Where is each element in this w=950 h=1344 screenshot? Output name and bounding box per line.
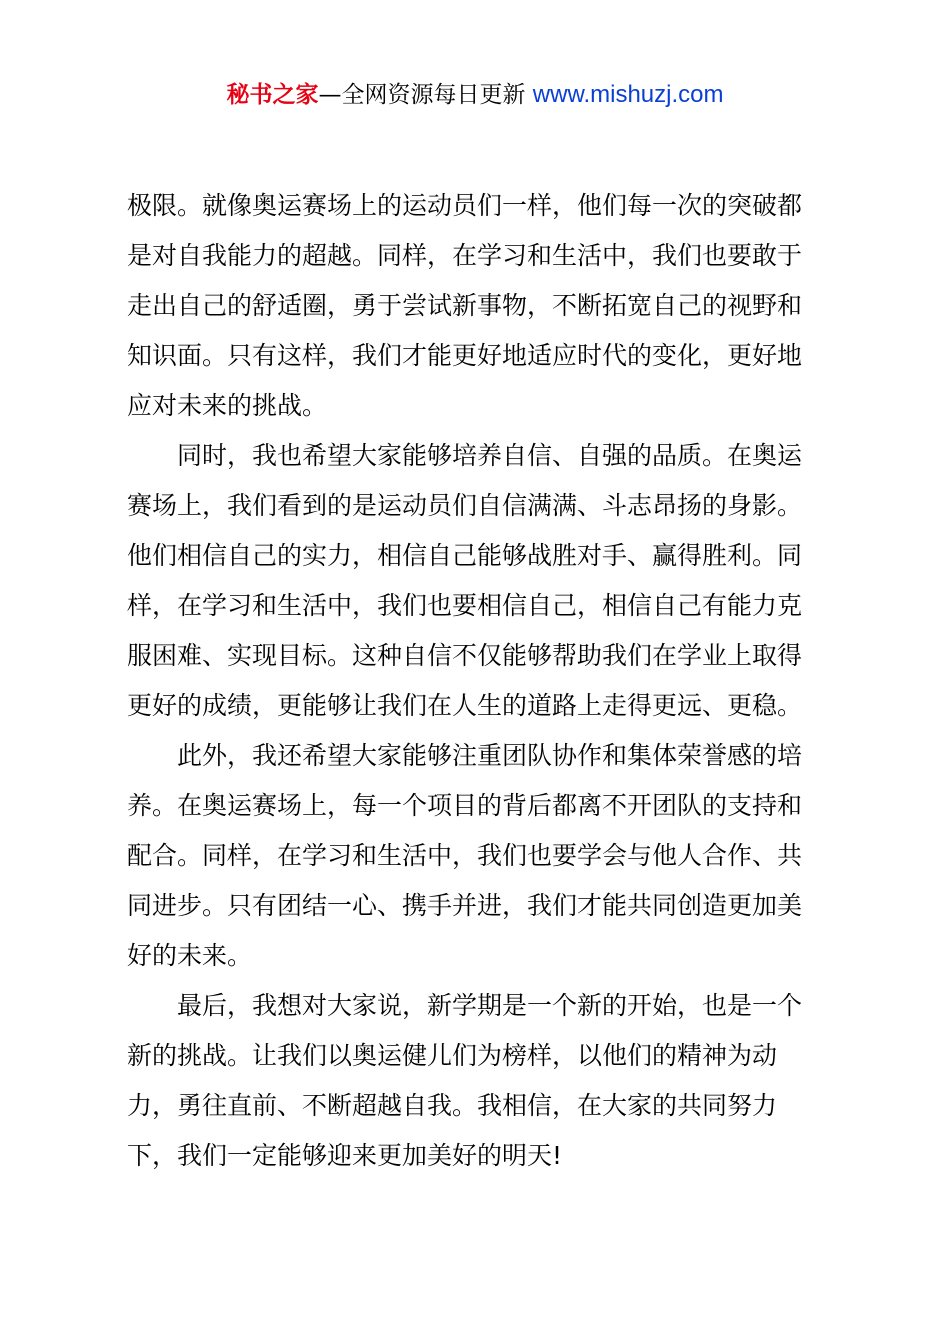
- brand-name: 秘书之家: [226, 82, 319, 108]
- text-line: 样，在学习和生活中，我们也要相信自己，相信自己有能力克: [127, 591, 803, 620]
- text-line: 新的挑战。让我们以奥运健儿们为榜样，以他们的精神为动: [127, 1041, 778, 1070]
- text-line: 是对自我能力的超越。同样，在学习和生活中，我们也要敢于: [127, 241, 803, 270]
- text-line: 服困难、实现目标。这种自信不仅能够帮助我们在学业上取得: [127, 641, 803, 670]
- document-body: [127, 181, 827, 1181]
- text-line: 同进步。只有团结一心、携手并进，我们才能共同创造更加美: [127, 891, 803, 920]
- website-link[interactable]: www.mishuzj.com: [532, 81, 724, 108]
- text-line: 力，勇往直前、不断超越自我。我相信，在大家的共同努力: [127, 1091, 778, 1120]
- text-line: 此外，我还希望大家能够注重团队协作和集体荣誉感的培: [177, 741, 803, 770]
- paragraph-3: [127, 731, 827, 981]
- paragraph-4: [127, 981, 827, 1181]
- text-line: 最后，我想对大家说，新学期是一个新的开始，也是一个: [177, 991, 803, 1020]
- text-line: 养。在奥运赛场上，每一个项目的背后都离不开团队的支持和: [127, 791, 803, 820]
- text-line: 应对未来的挑战。: [127, 391, 328, 420]
- text-line: 他们相信自己的实力，相信自己能够战胜对手、赢得胜利。同: [127, 541, 803, 570]
- text-line: 极限。就像奥运赛场上的运动员们一样，他们每一次的突破都: [127, 191, 803, 220]
- paragraph-1: [127, 181, 827, 431]
- text-line: 更好的成绩，更能够让我们在人生的道路上走得更远、更稳。: [127, 691, 803, 720]
- text-line: 下，我们一定能够迎来更加美好的明天!: [127, 1141, 563, 1170]
- text-line: 走出自己的舒适圈，勇于尝试新事物，不断拓宽自己的视野和: [127, 291, 803, 320]
- text-line: 知识面。只有这样，我们才能更好地适应时代的变化，更好地: [127, 341, 803, 370]
- paragraph-2: [127, 431, 827, 731]
- text-line: 好的未来。: [127, 941, 253, 970]
- header-tagline: —全网资源每日更新: [318, 82, 533, 108]
- page-header: [0, 78, 950, 112]
- text-line: 赛场上，我们看到的是运动员们自信满满、斗志昂扬的身影。: [127, 491, 803, 520]
- text-line: 同时，我也希望大家能够培养自信、自强的品质。在奥运: [177, 441, 803, 470]
- text-line: 配合。同样，在学习和生活中，我们也要学会与他人合作、共: [127, 841, 803, 870]
